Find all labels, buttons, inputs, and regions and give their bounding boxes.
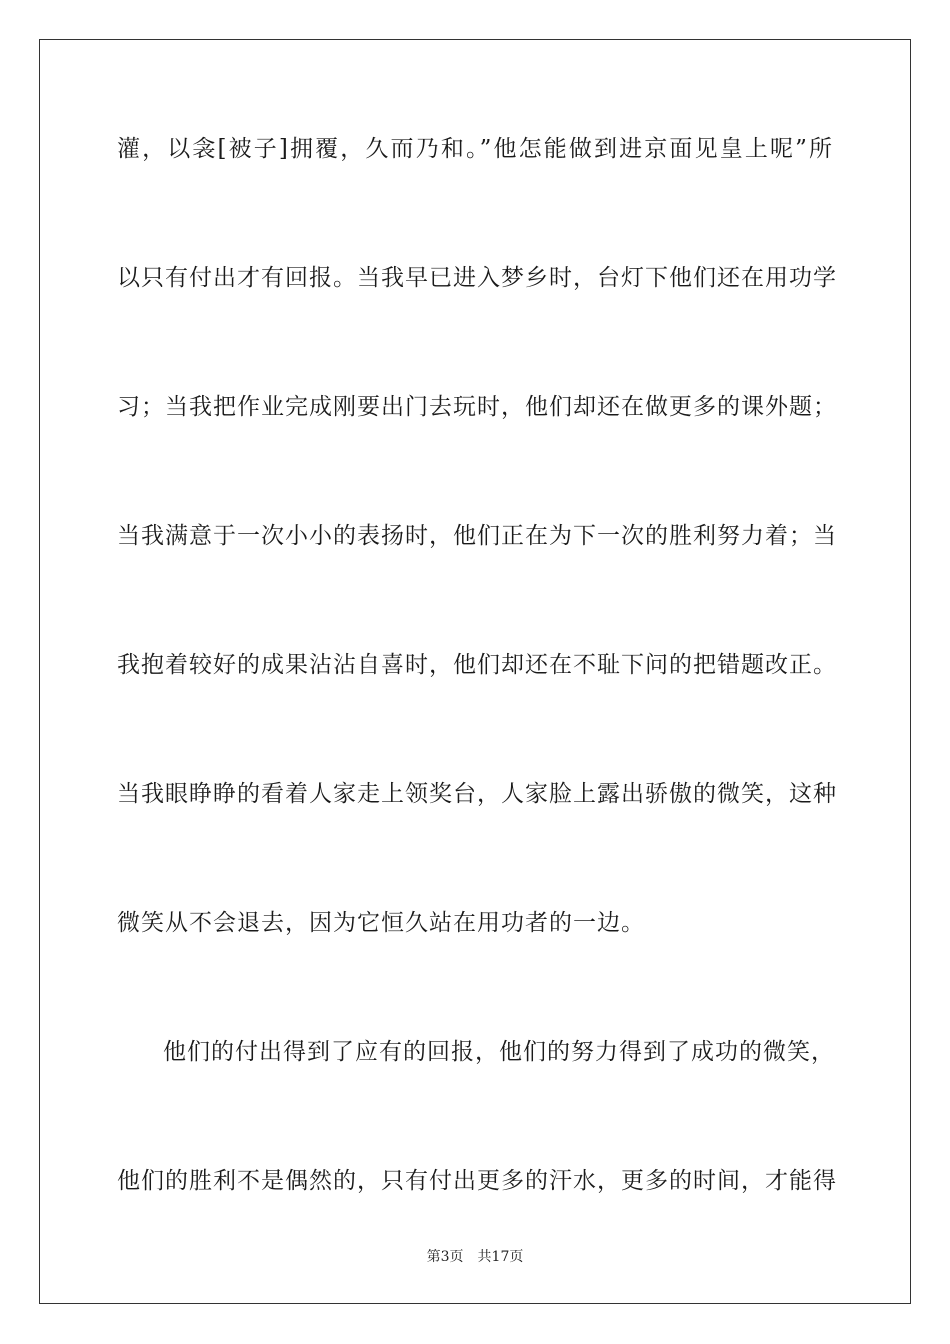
total-pages: 共17页 — [477, 1249, 524, 1265]
text-line: 灌，以衾[被子]拥覆，久而乃和。”他怎能做到进京面见皇上呢”所 — [117, 136, 833, 162]
text-line: 以只有付出才有回报。当我早已进入梦乡时，台灯下他们还在用功学 — [117, 265, 837, 291]
text-line: 微笑从不会退去，因为它恒久站在用功者的一边。 — [117, 910, 645, 936]
page-number: 第3页 — [426, 1249, 464, 1265]
paragraph-first-line: 他们的付出得到了应有的回报，他们的努力得到了成功的微笑， — [163, 1039, 835, 1065]
page-footer — [0, 1247, 950, 1267]
text-line: 当我眼睁睁的看着人家走上领奖台，人家脸上露出骄傲的微笑，这种 — [117, 781, 837, 807]
text-line: 当我满意于一次小小的表扬时，他们正在为下一次的胜利努力着；当 — [117, 523, 837, 549]
text-line: 他们的胜利不是偶然的，只有付出更多的汗水，更多的时间，才能得 — [117, 1168, 837, 1194]
document-body — [117, 126, 837, 1287]
text-line: 我抱着较好的成果沾沾自喜时，他们却还在不耻下问的把错题改正。 — [117, 652, 837, 678]
text-line: 习；当我把作业完成刚要出门去玩时，他们却还在做更多的课外题； — [117, 394, 837, 420]
